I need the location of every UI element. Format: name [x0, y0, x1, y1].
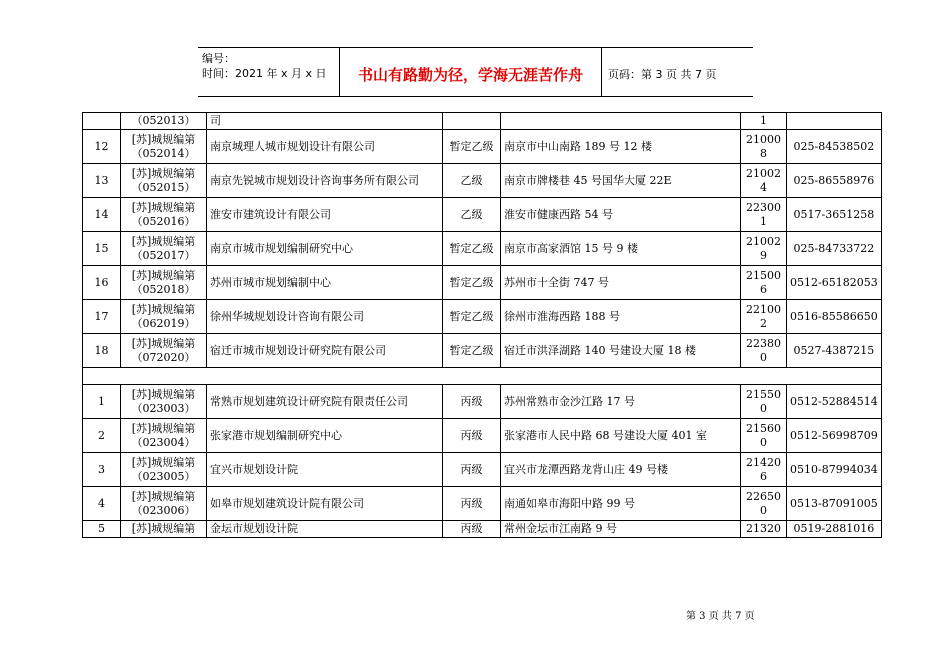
phone-number: 025-84538502 [787, 130, 882, 164]
table-row [83, 453, 882, 487]
company-name: 张家港市规划编制研究中心 [207, 419, 443, 453]
certificate-code: （052013） [121, 113, 207, 130]
phone-number: 0513-87091005 [787, 487, 882, 521]
company-address: 苏州常熟市金沙江路 17 号 [501, 385, 741, 419]
table-row [83, 419, 882, 453]
company-address: 宜兴市龙潭西路龙背山庄 49 号楼 [501, 453, 741, 487]
qualification-grade: 暂定乙级 [443, 300, 501, 334]
company-address: 南京市牌楼巷 45 号国华大厦 22E [501, 164, 741, 198]
company-name: 宿迁市城市规划设计研究院有限公司 [207, 334, 443, 368]
table-row [83, 368, 882, 385]
document-number-label: 编号： [202, 52, 235, 65]
postal-code: 214206 [741, 453, 787, 487]
company-name: 宜兴市规划设计院 [207, 453, 443, 487]
postal-code: 226500 [741, 487, 787, 521]
header-divider [601, 48, 602, 96]
company-address: 苏州市十全街 747 号 [501, 266, 741, 300]
qualification-grade: 丙级 [443, 385, 501, 419]
row-number: 5 [83, 521, 121, 538]
phone-number: 0512-52884514 [787, 385, 882, 419]
certificate-code: [苏]城规编第（052017） [121, 232, 207, 266]
qualification-grade: 暂定乙级 [443, 232, 501, 266]
certificate-code: [苏]城规编第（023003） [121, 385, 207, 419]
postal-code: 215006 [741, 266, 787, 300]
separator-cell [83, 368, 882, 385]
phone-number: 0512-56998709 [787, 419, 882, 453]
postal-code: 221002 [741, 300, 787, 334]
company-address [501, 113, 741, 130]
certificate-code: [苏]城规编第（023004） [121, 419, 207, 453]
company-address: 南通如皋市海阳中路 99 号 [501, 487, 741, 521]
table-row [83, 300, 882, 334]
qualification-table [82, 112, 882, 538]
company-name: 司 [207, 113, 443, 130]
certificate-code: [苏]城规编第（052015） [121, 164, 207, 198]
qualification-grade: 暂定乙级 [443, 266, 501, 300]
company-name: 淮安市建筑设计有限公司 [207, 198, 443, 232]
table-row [83, 487, 882, 521]
company-address: 张家港市人民中路 68 号建设大厦 401 室 [501, 419, 741, 453]
qualification-grade [443, 113, 501, 130]
page-header [198, 47, 753, 97]
company-name: 金坛市规划设计院 [207, 521, 443, 538]
page-footer: 第 3 页 共 7 页 [686, 611, 755, 622]
qualification-grade: 丙级 [443, 419, 501, 453]
company-address: 徐州市淮海西路 188 号 [501, 300, 741, 334]
row-number: 13 [83, 164, 121, 198]
postal-code: 215600 [741, 419, 787, 453]
company-name: 常熟市规划建筑设计研究院有限责任公司 [207, 385, 443, 419]
qualification-grade: 丙级 [443, 453, 501, 487]
table-row [83, 198, 882, 232]
postal-code: 210024 [741, 164, 787, 198]
table-row [83, 266, 882, 300]
postal-code: 210029 [741, 232, 787, 266]
table-row [83, 385, 882, 419]
company-name: 苏州市城市规划编制中心 [207, 266, 443, 300]
certificate-code: [苏]城规编第（062019） [121, 300, 207, 334]
phone-number: 025-84733722 [787, 232, 882, 266]
row-number [83, 113, 121, 130]
phone-number: 0519-2881016 [787, 521, 882, 538]
table-row [83, 521, 882, 538]
certificate-code: [苏]城规编第 [121, 521, 207, 538]
certificate-code: [苏]城规编第（052018） [121, 266, 207, 300]
phone-number [787, 113, 882, 130]
phone-number: 025-86558976 [787, 164, 882, 198]
table-row [83, 113, 882, 130]
qualification-grade: 乙级 [443, 164, 501, 198]
qualification-grade: 丙级 [443, 487, 501, 521]
company-name: 南京城理人城市规划设计有限公司 [207, 130, 443, 164]
row-number: 16 [83, 266, 121, 300]
phone-number: 0512-65182053 [787, 266, 882, 300]
company-address: 常州金坛市江南路 9 号 [501, 521, 741, 538]
postal-code: 215500 [741, 385, 787, 419]
postal-code: 1 [741, 113, 787, 130]
company-address: 宿迁市洪泽湖路 140 号建设大厦 18 楼 [501, 334, 741, 368]
header-meta [202, 51, 327, 81]
qualification-grade: 乙级 [443, 198, 501, 232]
table-body [83, 113, 882, 538]
document-time-label: 时间：2021 年 x 月 x 日 [202, 67, 327, 80]
company-name: 徐州华城规划设计咨询有限公司 [207, 300, 443, 334]
certificate-code: [苏]城规编第（052014） [121, 130, 207, 164]
company-name: 如皋市规划建筑设计院有限公司 [207, 487, 443, 521]
header-page-number: 页码：第 3 页 共 7 页 [608, 68, 717, 81]
company-address: 南京市中山南路 189 号 12 楼 [501, 130, 741, 164]
row-number: 4 [83, 487, 121, 521]
certificate-code: [苏]城规编第（052016） [121, 198, 207, 232]
table-row [83, 232, 882, 266]
phone-number: 0516-85586650 [787, 300, 882, 334]
row-number: 2 [83, 419, 121, 453]
header-motto: 书山有路勤为径，学海无涯苦作舟 [357, 66, 583, 84]
row-number: 15 [83, 232, 121, 266]
company-address: 淮安市健康西路 54 号 [501, 198, 741, 232]
row-number: 1 [83, 385, 121, 419]
row-number: 17 [83, 300, 121, 334]
company-address: 南京市高家酒馆 15 号 9 楼 [501, 232, 741, 266]
company-name: 南京先锐城市规划设计咨询事务所有限公司 [207, 164, 443, 198]
qualification-grade: 丙级 [443, 521, 501, 538]
table-row [83, 130, 882, 164]
table-row [83, 334, 882, 368]
row-number: 14 [83, 198, 121, 232]
postal-code: 21320 [741, 521, 787, 538]
certificate-code: [苏]城规编第（072020） [121, 334, 207, 368]
qualification-grade: 暂定乙级 [443, 334, 501, 368]
row-number: 18 [83, 334, 121, 368]
row-number: 3 [83, 453, 121, 487]
certificate-code: [苏]城规编第（023005） [121, 453, 207, 487]
phone-number: 0517-3651258 [787, 198, 882, 232]
phone-number: 0510-87994034 [787, 453, 882, 487]
company-name: 南京市城市规划编制研究中心 [207, 232, 443, 266]
phone-number: 0527-4387215 [787, 334, 882, 368]
certificate-code: [苏]城规编第（023006） [121, 487, 207, 521]
row-number: 12 [83, 130, 121, 164]
postal-code: 223001 [741, 198, 787, 232]
table-row [83, 164, 882, 198]
qualification-grade: 暂定乙级 [443, 130, 501, 164]
postal-code: 210008 [741, 130, 787, 164]
postal-code: 223800 [741, 334, 787, 368]
